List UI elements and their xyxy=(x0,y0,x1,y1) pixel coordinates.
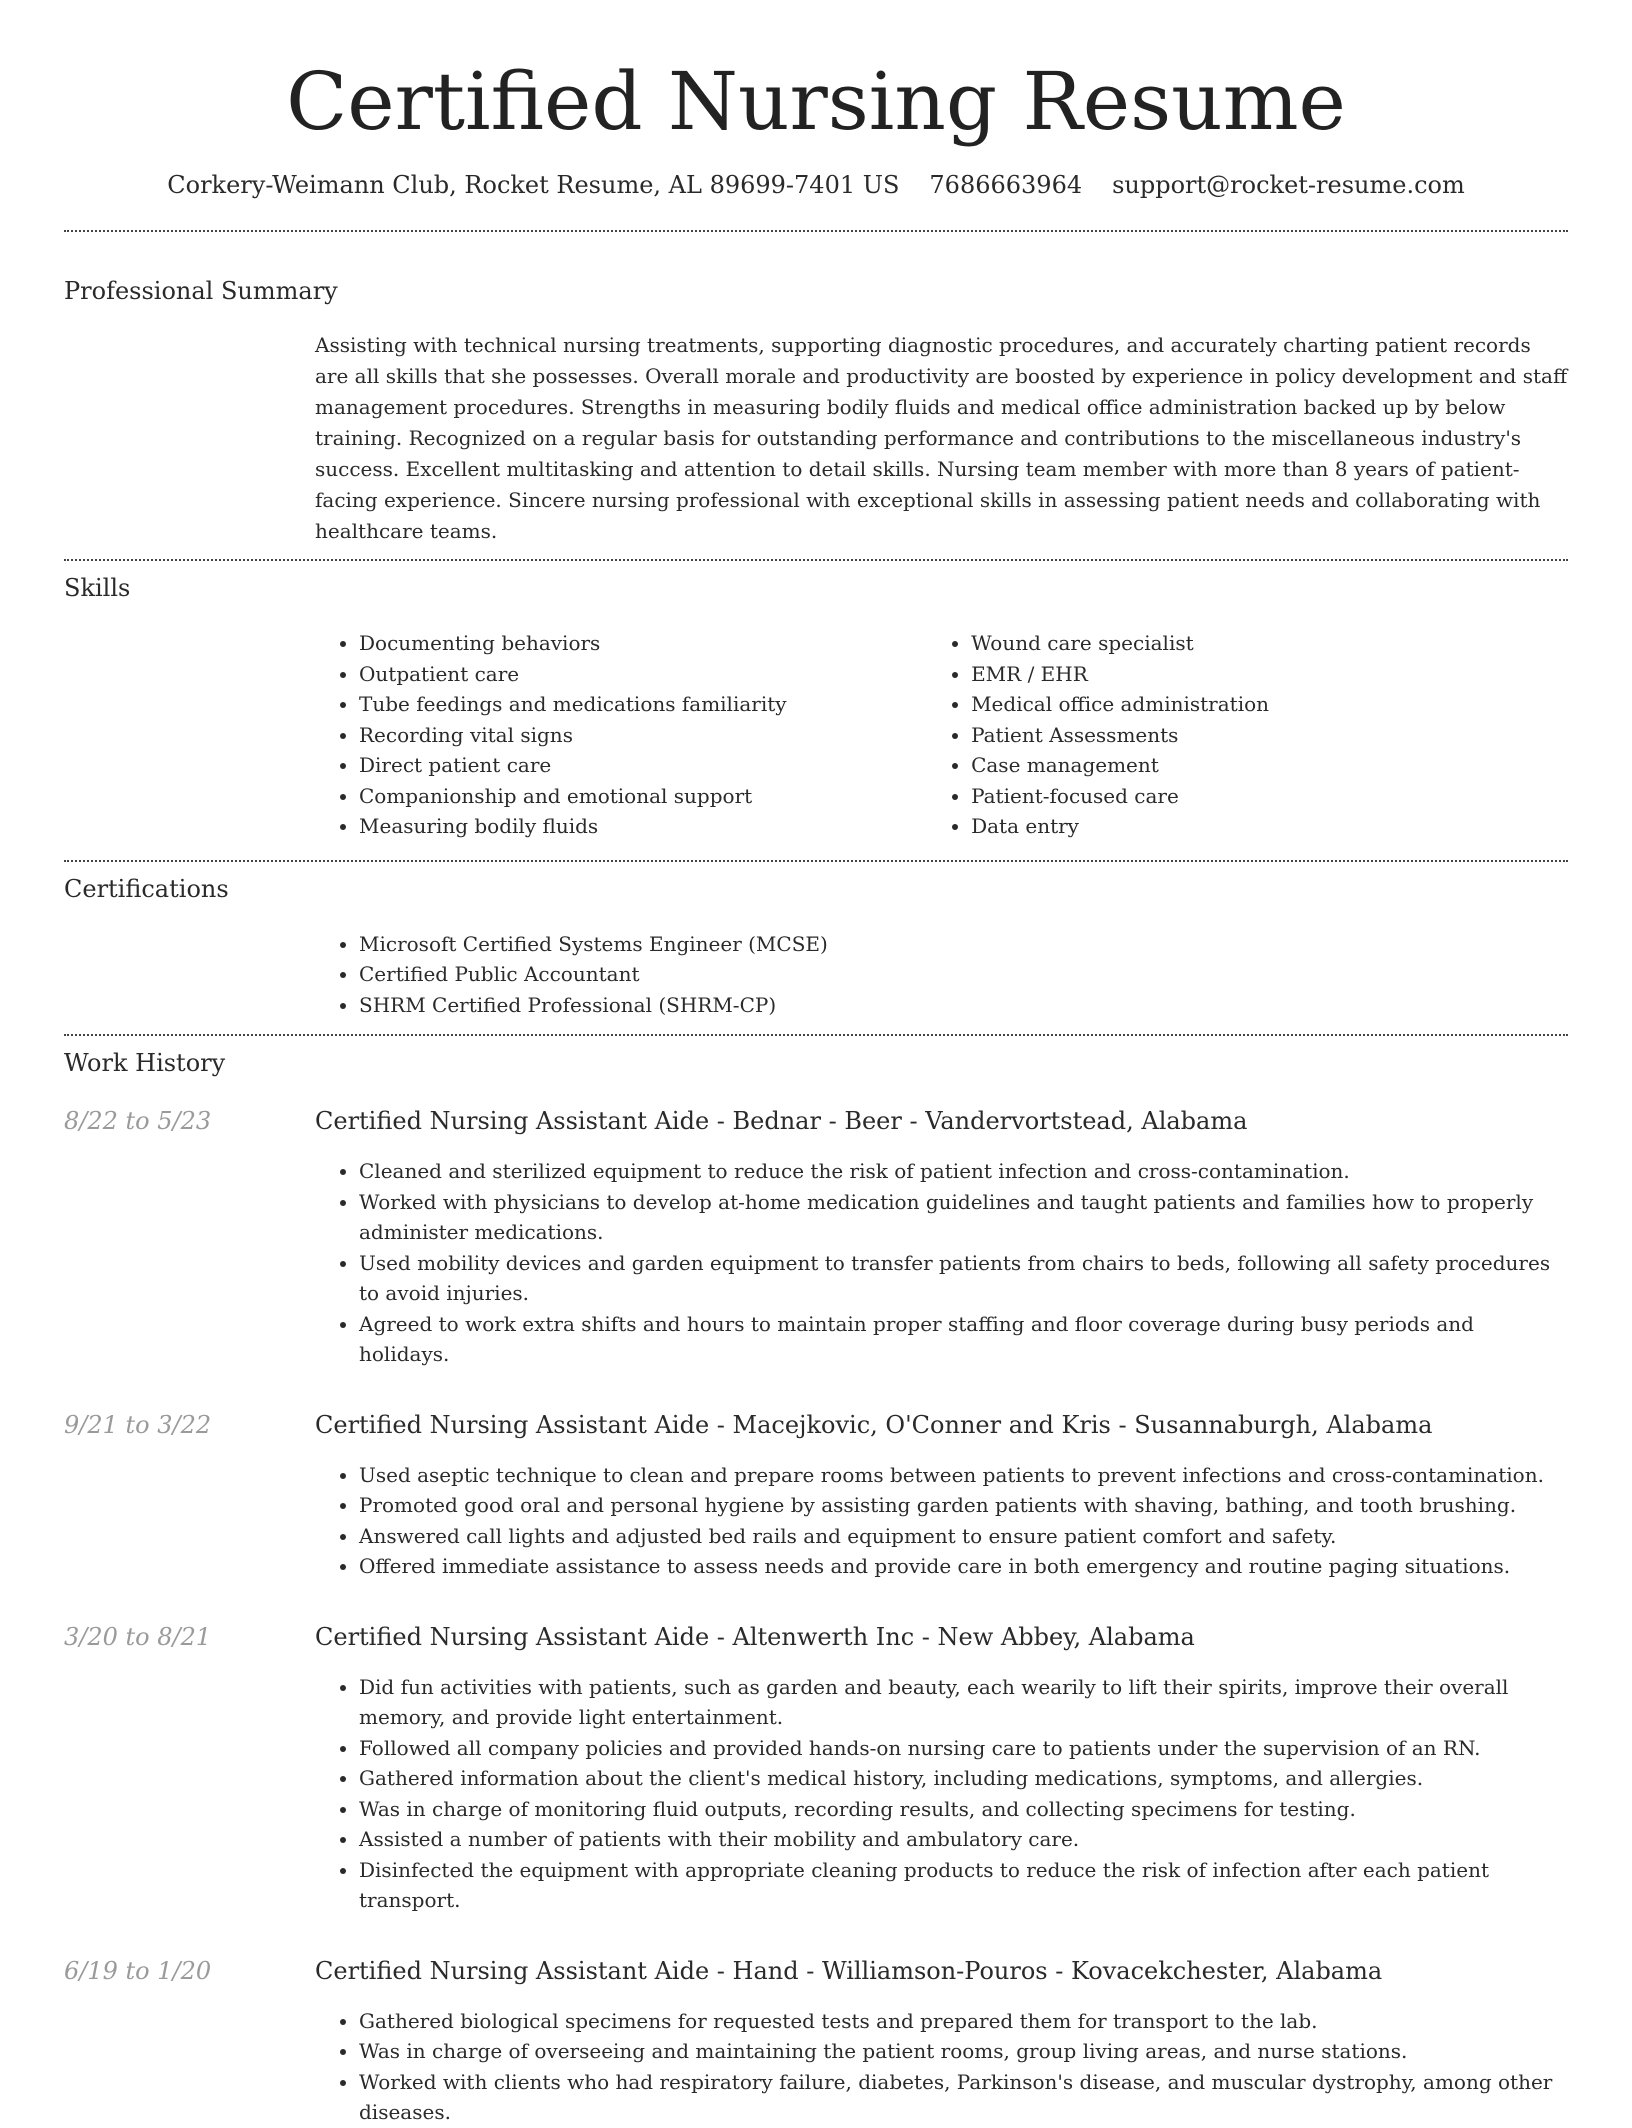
divider xyxy=(64,230,1568,232)
job-duties xyxy=(315,1460,1568,1582)
job-title: Certified Nursing Assistant Aide - Macejkovic, O'Conner and Kris - Susannaburgh, Alabama xyxy=(315,1410,1433,1439)
job-duty-item: • Followed all company policies and provided hands-on nursing care to patients under the supervision of an RN. xyxy=(359,1733,1568,1764)
skill-item: • Wound care specialist xyxy=(971,628,1568,659)
skill-item: • Tube feedings and medications familiarity xyxy=(359,689,927,720)
job-duty-item: • Disinfected the equipment with appropriate cleaning products to reduce the risk of infection after each patient transport. xyxy=(359,1855,1568,1916)
job-duty-item: • Answered call lights and adjusted bed rails and equipment to ensure patient comfort and safety. xyxy=(359,1521,1568,1552)
skill-item: • Outpatient care xyxy=(359,659,927,690)
contact-email[interactable]: support@rocket-resume.com xyxy=(1112,171,1465,199)
skills-section xyxy=(64,573,1568,842)
job-title: Certified Nursing Assistant Aide - Bednar - Beer - Vandervortstead, Alabama xyxy=(315,1107,1248,1135)
job-dates: 9/21 to 3/22 xyxy=(64,1410,212,1439)
skill-item: • Data entry xyxy=(971,811,1568,842)
certifications-body xyxy=(315,929,1568,1021)
job-header xyxy=(64,1410,1568,1440)
summary-section xyxy=(64,276,1568,547)
summary-heading: Professional Summary xyxy=(64,277,338,305)
job-duty-item: • Offered immediate assistance to assess needs and provide care in both emergency and routine paging situations. xyxy=(359,1551,1568,1582)
certification-item: • Certified Public Accountant xyxy=(359,959,1568,990)
certifications-section xyxy=(64,874,1568,1021)
job-header xyxy=(64,1956,1568,1986)
job-duty-item: • Cleaned and sterilized equipment to reduce the risk of patient infection and cross-contamination. xyxy=(359,1156,1568,1187)
job-duty-item: • Gathered biological specimens for requested tests and prepared them for transport to the lab. xyxy=(359,2006,1568,2037)
contact-line xyxy=(64,170,1568,200)
job-duties-list xyxy=(315,1672,1568,1916)
skills-heading: Skills xyxy=(64,574,131,602)
skill-item: • Medical office administration xyxy=(971,689,1568,720)
skill-item: • Case management xyxy=(971,750,1568,781)
skill-item: • Direct patient care xyxy=(359,750,927,781)
work-history-section xyxy=(64,1048,1568,2128)
job-title: Certified Nursing Assistant Aide - Hand - Williamson-Pouros - Kovacekchester, Alabama xyxy=(315,1956,1383,1985)
divider xyxy=(64,1034,1568,1036)
skill-item: • Companionship and emotional support xyxy=(359,781,927,812)
job-title: Certified Nursing Assistant Aide - Altenwerth Inc - New Abbey, Alabama xyxy=(315,1622,1195,1651)
job-header xyxy=(64,1106,1568,1136)
job-duties-list xyxy=(315,1460,1568,1582)
job-duty-item: • Promoted good oral and personal hygiene by assisting garden patients with shaving, bathing, and tooth brushing. xyxy=(359,1490,1568,1521)
contact-address: Corkery-Weimann Club, Rocket Resume, AL 89699-7401 US xyxy=(167,171,900,199)
summary-text: Assisting with technical nursing treatments, supporting diagnostic procedures, and accurately charting patient records are all skills that she possesses. Overall morale and productivity are boosted by experience in policy development and staff management procedures. Strengths in measuring bodily fluids and medical office administration backed up by below training. Recognized on a regular basis for outstanding performance and contributions to the miscellaneous industry's success. Excellent multitasking and attention to detail skills. Nursing team member with more than 8 years of patient-facing experience. Sincere nursing professional with exceptional skills in assessing patient needs and collaborating with healthcare teams. xyxy=(315,333,1568,543)
contact-phone[interactable]: 7686663964 xyxy=(929,171,1083,199)
job-duty-item: • Assisted a number of patients with their mobility and ambulatory care. xyxy=(359,1824,1568,1855)
job-duties xyxy=(315,1156,1568,1370)
job-duty-item: • Worked with clients who had respiratory failure, diabetes, Parkinson's disease, and muscular dystrophy, among other diseases. xyxy=(359,2067,1568,2128)
skill-item: • Recording vital signs xyxy=(359,720,927,751)
job-list xyxy=(64,1106,1568,2128)
job-duties-list xyxy=(315,2006,1568,2128)
divider xyxy=(64,559,1568,561)
certification-item: • SHRM Certified Professional (SHRM-CP) xyxy=(359,990,1568,1021)
job-entry xyxy=(64,1622,1568,1916)
work-history-heading: Work History xyxy=(64,1049,226,1077)
certifications-heading: Certifications xyxy=(64,874,229,903)
job-duty-item: • Was in charge of overseeing and maintaining the patient rooms, group living areas, and nurse stations. xyxy=(359,2036,1568,2067)
job-dates: 8/22 to 5/23 xyxy=(64,1107,212,1135)
job-entry xyxy=(64,1956,1568,2128)
job-duty-item: • Used aseptic technique to clean and prepare rooms between patients to prevent infections and cross-contamination. xyxy=(359,1460,1568,1491)
skill-item: • Documenting behaviors xyxy=(359,628,927,659)
resume-title: Certified Nursing Resume xyxy=(286,55,1346,148)
job-header xyxy=(64,1622,1568,1652)
job-duty-item: • Used mobility devices and garden equipment to transfer patients from chairs to beds, following all safety procedures to avoid injuries. xyxy=(359,1248,1568,1309)
skills-list-left xyxy=(315,628,927,842)
job-dates: 6/19 to 1/20 xyxy=(64,1956,212,1985)
divider xyxy=(64,860,1568,862)
job-duties-list xyxy=(315,1156,1568,1370)
job-duties xyxy=(315,1672,1568,1916)
job-dates: 3/20 to 8/21 xyxy=(64,1622,212,1651)
job-duty-item: • Worked with physicians to develop at-home medication guidelines and taught patients and families how to properly administer medications. xyxy=(359,1187,1568,1248)
job-duty-item: • Did fun activities with patients, such as garden and beauty, each wearily to lift their spirits, improve their overall memory, and provide light entertainment. xyxy=(359,1672,1568,1733)
skills-list-right xyxy=(927,628,1568,842)
job-entry xyxy=(64,1106,1568,1370)
certifications-list xyxy=(315,929,1568,1021)
job-duties xyxy=(315,2006,1568,2128)
certification-item: • Microsoft Certified Systems Engineer (MCSE) xyxy=(359,929,1568,960)
skill-item: • Patient Assessments xyxy=(971,720,1568,751)
job-duty-item: • Gathered information about the client's medical history, including medications, symptoms, and allergies. xyxy=(359,1763,1568,1794)
resume-page xyxy=(64,0,1568,2128)
job-duty-item: • Was in charge of monitoring fluid outputs, recording results, and collecting specimens for testing. xyxy=(359,1794,1568,1825)
job-duty-item: • Agreed to work extra shifts and hours to maintain proper staffing and floor coverage during busy periods and holidays. xyxy=(359,1309,1568,1370)
skill-item: • EMR / EHR xyxy=(971,659,1568,690)
skills-grid xyxy=(315,628,1568,842)
skill-item: • Measuring bodily fluids xyxy=(359,811,927,842)
skill-item: • Patient-focused care xyxy=(971,781,1568,812)
job-entry xyxy=(64,1410,1568,1582)
